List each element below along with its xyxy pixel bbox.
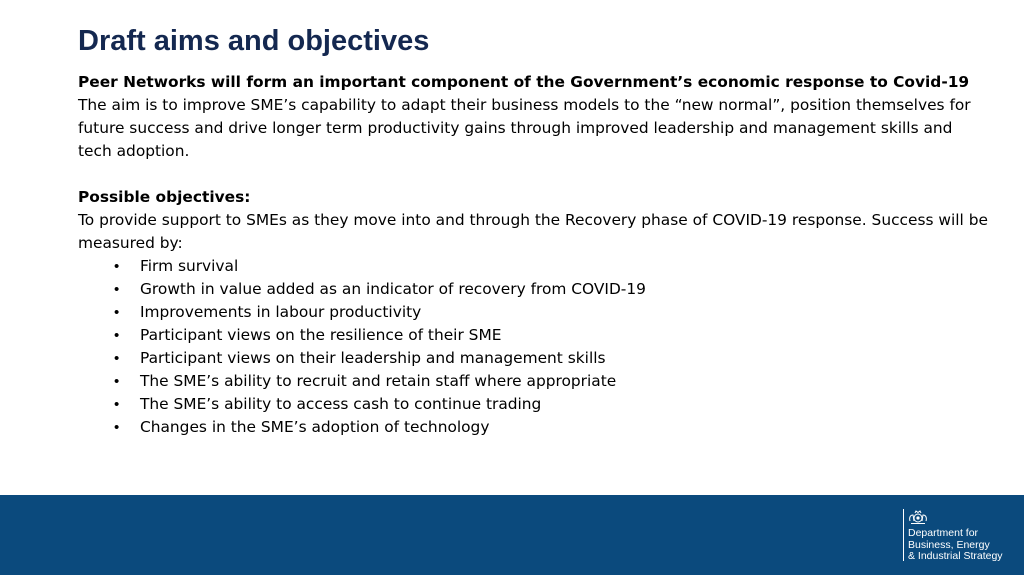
- footer-bar: [0, 495, 1024, 575]
- beis-logo: [903, 507, 1015, 563]
- list-item-text: Participant views on their leadership and management skills: [140, 349, 606, 367]
- objectives-heading: Possible objectives:: [78, 188, 251, 206]
- logo-line: & Industrial Strategy: [908, 550, 1003, 562]
- bullet-icon: •: [114, 350, 120, 367]
- list-item-text: Growth in value added as an indicator of recovery from COVID-19: [140, 280, 646, 298]
- list-item: [78, 255, 988, 278]
- list-item-text: The SME’s ability to recruit and retain staff where appropriate: [140, 372, 617, 390]
- intro-heading: Peer Networks will form an important component of the Government’s economic response to Covid-19: [78, 73, 970, 91]
- slide-title: Draft aims and objectives: [78, 25, 430, 57]
- bullet-icon: •: [114, 373, 120, 390]
- logo-text: [908, 528, 1003, 563]
- list-item-text: Participant views on the resilience of their SME: [140, 326, 502, 344]
- list-item: [78, 370, 988, 393]
- bullet-icon: •: [114, 327, 120, 344]
- list-item-text: Firm survival: [140, 257, 239, 275]
- slide-body: [78, 71, 988, 439]
- spacer: [78, 163, 988, 186]
- royal-crest-icon: [907, 509, 929, 525]
- measures-list: [78, 255, 988, 439]
- list-item: [78, 416, 988, 439]
- logo-line: Department for: [908, 527, 979, 539]
- bullet-icon: •: [114, 258, 120, 275]
- list-item: [78, 347, 988, 370]
- logo-divider: [903, 509, 904, 561]
- list-item-text: Changes in the SME’s adoption of technology: [140, 418, 490, 436]
- list-item: [78, 301, 988, 324]
- list-item: [78, 278, 988, 301]
- bullet-icon: •: [114, 419, 120, 436]
- list-item-text: Improvements in labour productivity: [140, 303, 422, 321]
- list-item: [78, 393, 988, 416]
- bullet-icon: •: [114, 304, 120, 321]
- objectives-text: To provide support to SMEs as they move into and through the Recovery phase of COVID-19 response. Success will be measured by:: [78, 211, 988, 252]
- bullet-icon: •: [114, 396, 120, 413]
- list-item-text: The SME’s ability to access cash to continue trading: [140, 395, 542, 413]
- list-item: [78, 324, 988, 347]
- aim-text: The aim is to improve SME’s capability to adapt their business models to the “new normal”, position themselves for future success and drive longer term productivity gains through improved leadership and management skills and tech adoption.: [78, 96, 971, 160]
- logo-line: Business, Energy: [908, 538, 990, 551]
- bullet-icon: •: [114, 281, 120, 298]
